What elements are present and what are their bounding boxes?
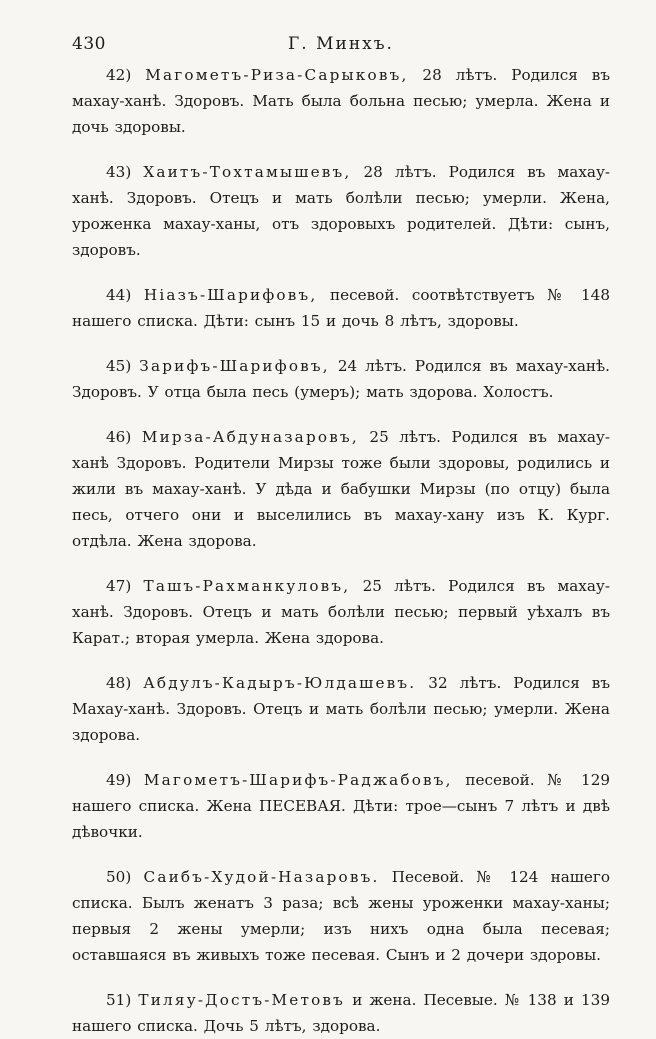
list-item [72, 159, 610, 263]
entry-name: Ніазъ-Шарифовъ, [143, 286, 318, 304]
entry-number: 46) [106, 428, 132, 446]
entry-name: Магометъ-Шарифъ-Раджабовъ, [143, 771, 453, 789]
list-item [72, 767, 610, 845]
entry-name: Магометъ-Риза-Сарыковъ, [145, 66, 409, 84]
entry-text: 28 лѣтъ. Родился въ махау-ханѣ. Здоровъ. Отецъ и мать болѣли песью; умерли. Жена, уроженка махау-ханы, отъ здоровыхъ родителей. Дѣти: сынъ, здоровъ. [72, 163, 611, 259]
entry-number: 44) [106, 286, 132, 304]
entry-number: 45) [106, 357, 132, 375]
entry-name: Тиляу-Достъ-Метовъ [138, 991, 346, 1009]
list-item [72, 670, 610, 748]
entry-name: Мирза-Абдуназаровъ, [141, 428, 359, 446]
list-item [72, 987, 610, 1039]
entry-text: 25 лѣтъ. Родился въ махау-ханѣ. Здоровъ. Отецъ и мать болѣли песью; первый уѣхалъ въ Карат.; вторая умерла. Жена здорова. [72, 577, 610, 647]
entry-number: 48) [106, 674, 132, 692]
list-item [72, 282, 610, 334]
entry-number: 51) [106, 991, 132, 1009]
entry-text: 28 лѣтъ. Родился въ махау-ханѣ. Здоровъ. Мать была больна песью; умерла. Жена и дочь здоровы. [72, 66, 611, 136]
entry-list [72, 62, 610, 1039]
entry-text: 25 лѣтъ. Родился въ махау-ханѣ Здоровъ. Родители Мирзы тоже были здоровы, родились и жили въ махау-ханѣ. У дѣда и бабушки Мирзы (по отцу) была песь, отчего они и выселились въ махау-хану изъ К. Кург. отдѣла. Жена здорова. [72, 428, 611, 550]
list-item [72, 573, 610, 651]
page-header [72, 28, 610, 62]
entry-text: песевой. № 129 нашего списка. Жена ПЕСЕВАЯ. Дѣти: трое—сынъ 7 лѣтъ и двѣ дѣвочки. [72, 771, 611, 841]
entry-name: Хаитъ-Тохтамышевъ, [143, 163, 352, 181]
list-item [72, 62, 610, 140]
entry-text: Песевой. № 124 нашего списка. Былъ женатъ 3 раза; всѣ жены уроженки махау-ханы; первыя 2 жены умерли; изъ нихъ одна была песевая; оставшаяся въ живыхъ тоже песевая. Сынъ и 2 дочери здоровы. [72, 868, 611, 964]
entry-number: 43) [106, 163, 132, 181]
entry-text: 32 лѣтъ. Родился въ Махау-ханѣ. Здоровъ. Отецъ и мать болѣли песью; умерли. Жена здорова. [72, 674, 610, 744]
entry-name: Ташъ-Рахманкуловъ, [143, 577, 351, 595]
running-title: Г. Минхъ. [288, 34, 394, 54]
entry-number: 50) [106, 868, 132, 886]
list-item [72, 353, 610, 405]
page-number: 430 [72, 34, 106, 54]
entry-number: 47) [106, 577, 132, 595]
list-item [72, 864, 610, 968]
entry-text: 24 лѣтъ. Родился въ махау-ханѣ. Здоровъ. У отца была песь (умеръ); мать здорова. Холостъ. [72, 357, 610, 401]
entry-text: и жена. Песевые. № 138 и 139 нашего списка. Дочь 5 лѣтъ, здорова. [72, 991, 611, 1035]
entry-name: Абдулъ-Кадыръ-Юлдашевъ. [143, 674, 417, 692]
entry-name: Саибъ-Худой-Назаровъ. [143, 868, 380, 886]
entry-name: Зарифъ-Шарифовъ, [139, 357, 330, 375]
entry-text: песевой. соотвѣтствуетъ № 148 нашего списка. Дѣти: сынъ 15 и дочь 8 лѣтъ, здоровы. [72, 286, 610, 330]
list-item [72, 424, 610, 554]
entry-number: 49) [106, 771, 132, 789]
entry-number: 42) [106, 66, 132, 84]
